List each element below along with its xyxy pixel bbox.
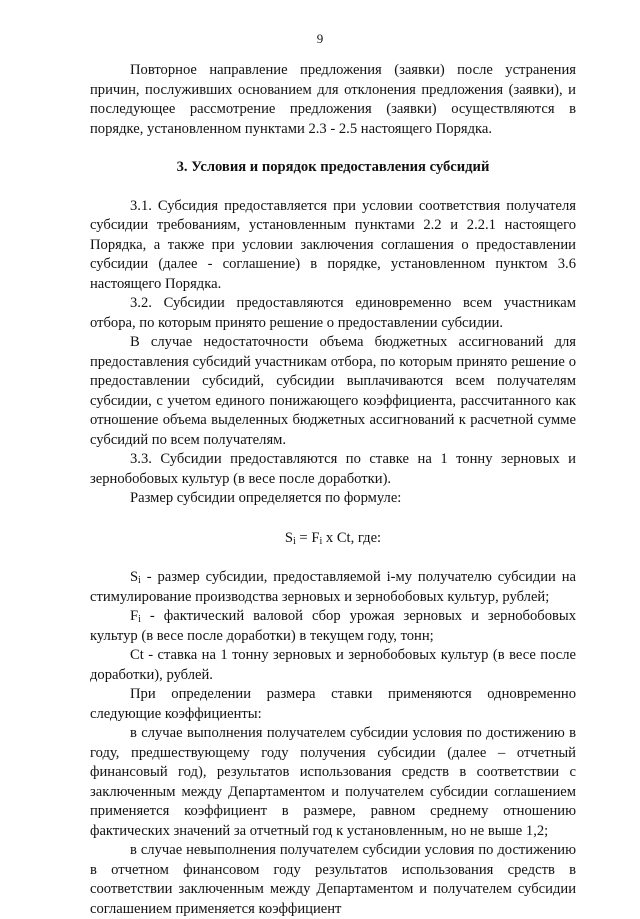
subsidy-formula: [90, 529, 576, 549]
paragraph-3-1: 3.1. Субсидия предоставляется при условии соответствия получателя субсидии требованиям, установленным пунктами 2.2 и 2.2.1 настоящего Порядка, а также при условии заключения соглашения о предоставлении субсидии (далее - соглашение) в порядке, установленном пунктом 3.6 настоящего Порядка.: [90, 197, 576, 292]
document-body: [90, 61, 576, 919]
paragraph-coefficient-not-fulfilled: в случае невыполнения получателем субсидии условия по достижению в отчетном финансовом году результатов использования средств в соответствии заключенным между Департаментом и получателем субсидии соглашением применяется коэффициент: [90, 842, 576, 917]
formula-s: S: [284, 529, 293, 546]
paragraph-3-3: 3.3. Субсидии предоставляются по ставке на 1 тонну зерновых и зернобобовых культур (в весе после доработки).: [90, 451, 576, 487]
paragraph-3-2: 3.2. Субсидии предоставляются единовременно всем участникам отбора, по которым принято решение о предоставлении субсидии.: [90, 295, 576, 331]
formula-f: F: [311, 529, 320, 546]
definition-fi-text: - фактический валовой сбор урожая зерновых и зернобобовых культур (в весе после доработки) в текущем году, тонн;: [90, 608, 576, 644]
section-heading: 3. Условия и порядок предоставления субсидий: [176, 159, 490, 175]
definition-si-subscript: i: [138, 575, 141, 586]
definition-si: [90, 568, 576, 607]
definition-si-symbol: S: [130, 569, 139, 585]
definition-fi-subscript: i: [138, 614, 141, 625]
paragraph-formula-intro: Размер субсидии определяется по формуле:: [130, 490, 402, 506]
paragraph-coefficient-fulfilled: в случае выполнения получателем субсидии условия по достижению в году, предшествующему году получения субсидии (далее – отчетный финансовый год), результатов использования средств в соответствии с заключенным между Департаментом и получателем субсидии соглашением применяется коэффициент в размере, равном среднему отношению фактических значений за отчетный год к установленным, но не выше 1,2;: [90, 725, 576, 839]
definition-ct: Ct - ставка на 1 тонну зерновых и зернобобовых культур (в весе после доработки), рублей.: [90, 647, 576, 683]
paragraph-coefficients-intro: При определении размера ставки применяются одновременно следующие коэффициенты:: [90, 686, 576, 722]
paragraph-insufficient-funds: В случае недостаточности объема бюджетных ассигнований для предоставления субсидий участникам отбора, по которым принято решение о предоставлении субсидий, субсидии выплачиваются всем получателям субсидии, с учетом единого понижающего коэффициента, рассчитанного как отношение объема выделенных бюджетных ассигнований к расчетной сумме субсидий по всем получателям.: [90, 334, 576, 448]
paragraph-resubmission: Повторное направление предложения (заявки) после устранения причин, послуживших основанием для отклонения предложения (заявки), и последующее рассмотрение предложения (заявки) осуществляются в порядке, установленном пунктами 2.3 - 2.5 настоящего Порядка.: [90, 62, 576, 137]
formula-s-subscript: i: [293, 535, 296, 547]
definition-si-text: - размер субсидии, предоставляемой i-му получателю субсидии на стимулирование производства зерновых и зернобобовых культур, рублей;: [90, 569, 576, 605]
definition-fi: [90, 607, 576, 646]
page-number: 9: [316, 31, 324, 46]
definition-fi-symbol: F: [130, 608, 139, 624]
formula-equals: =: [295, 529, 312, 546]
formula-f-subscript: i: [319, 535, 323, 547]
formula-rest: x Ct, где:: [322, 529, 382, 546]
